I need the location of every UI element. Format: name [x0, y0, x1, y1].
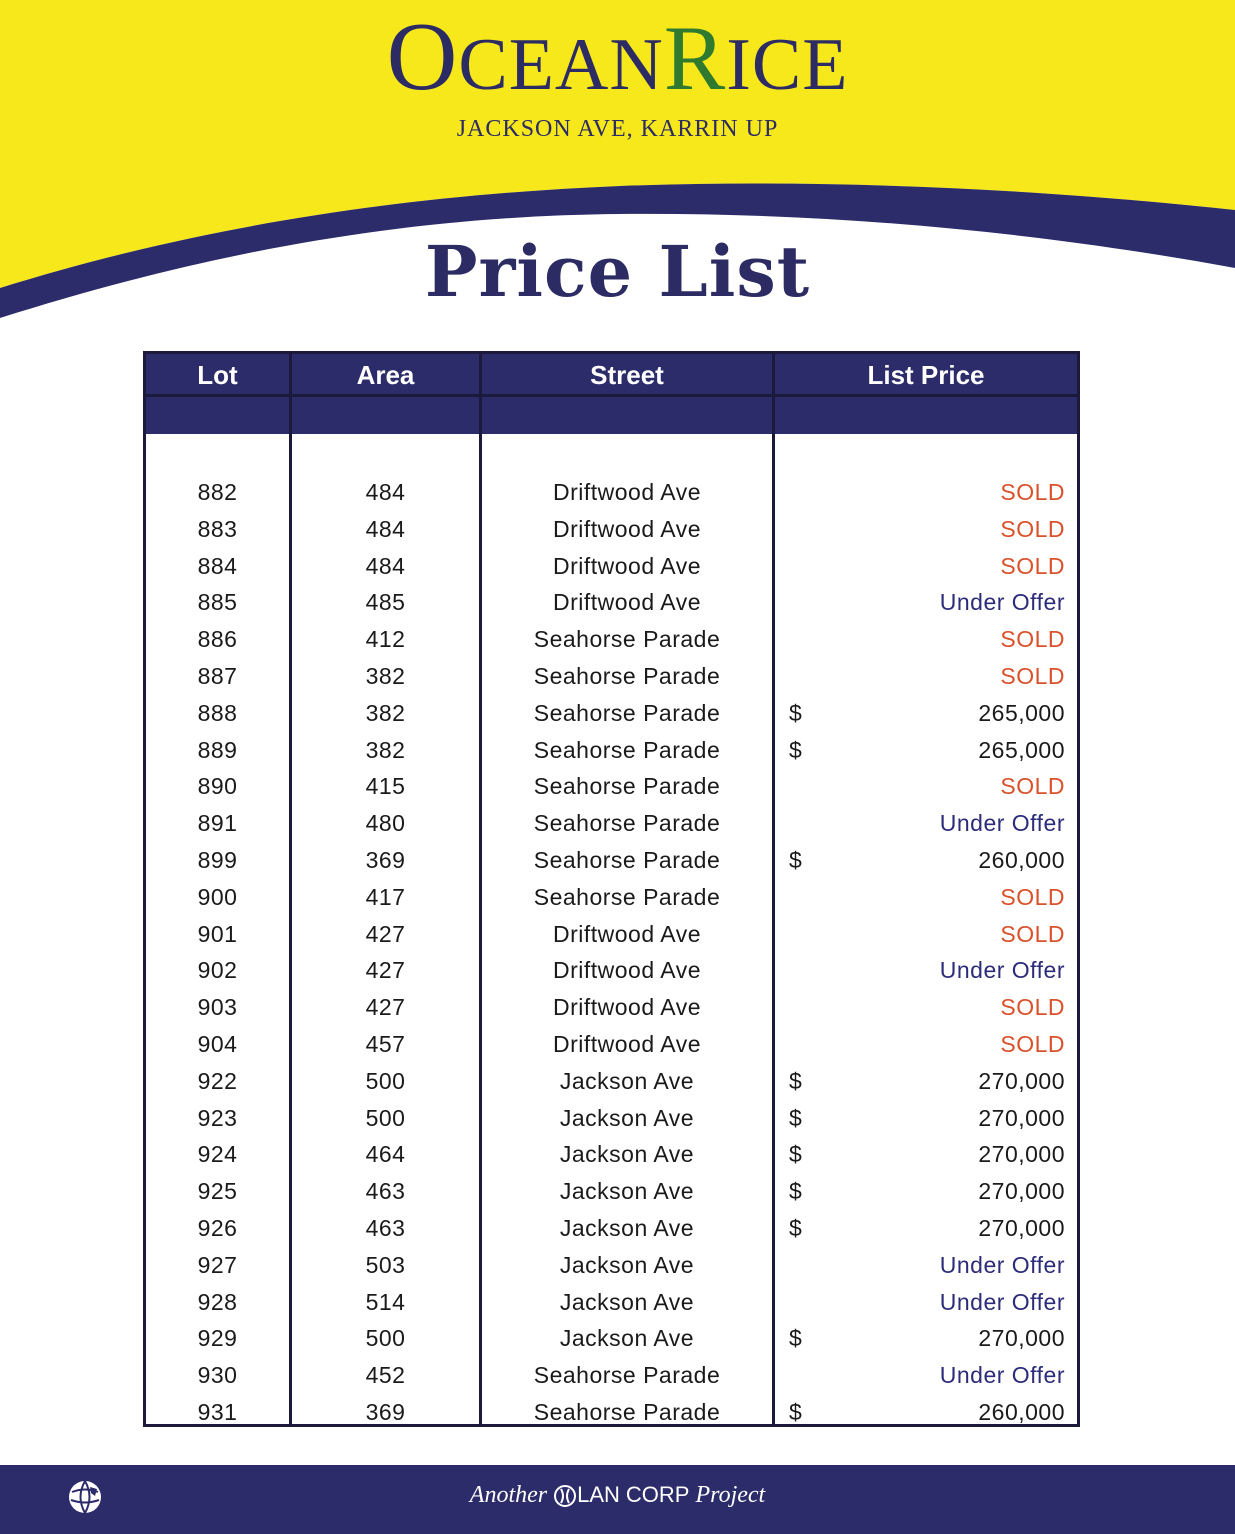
cell-status: SOLD: [1000, 1031, 1065, 1057]
cell-status: Under Offer: [939, 1288, 1065, 1315]
table-row: [146, 474, 1077, 510]
cell-lot: 902: [197, 957, 238, 984]
cell-status: SOLD: [1000, 994, 1065, 1021]
cell-currency: $: [789, 847, 803, 873]
cell-lot: 928: [197, 1288, 238, 1315]
cell-list-price: 265,000: [978, 699, 1065, 726]
cell-status: SOLD: [1000, 552, 1065, 579]
cell-lot: 923: [197, 1104, 238, 1131]
cell-area: 457: [365, 1031, 406, 1057]
cell-street: Seahorse Parade: [533, 847, 721, 873]
table-row: [146, 916, 1077, 952]
cell-street: Seahorse Parade: [533, 663, 721, 689]
cell-area: 427: [365, 994, 406, 1021]
cell-list-price: 265,000: [978, 736, 1065, 763]
cell-status: SOLD: [1000, 773, 1065, 800]
cell-status: Under Offer: [939, 810, 1065, 837]
footer-credit: [0, 1482, 1235, 1509]
table-row: [146, 989, 1077, 1025]
page-title: Price List: [424, 230, 811, 313]
cell-street: Jackson Ave: [559, 1104, 695, 1131]
cell-street: Seahorse Parade: [533, 810, 721, 837]
table-row: [146, 768, 1077, 804]
cell-lot: 890: [197, 773, 238, 800]
cell-lot: 930: [197, 1362, 238, 1389]
cell-list-price: 270,000: [978, 1104, 1065, 1131]
cell-currency: $: [789, 699, 803, 726]
table-row: [146, 1063, 1077, 1099]
cell-area: 427: [365, 957, 406, 984]
cell-status: Under Offer: [939, 957, 1065, 984]
table-row: [146, 584, 1077, 620]
cell-status: SOLD: [1000, 479, 1065, 505]
cell-area: 382: [365, 736, 406, 763]
header-street: Street: [590, 360, 664, 390]
footer-lan: LAN: [577, 1482, 620, 1507]
cell-lot: 888: [197, 699, 238, 726]
table-row: [146, 658, 1077, 694]
cell-currency: $: [789, 1141, 803, 1168]
table-row: [146, 1173, 1077, 1209]
cell-area: 415: [365, 773, 406, 800]
cell-status: SOLD: [1000, 920, 1065, 947]
cell-list-price: 270,000: [978, 1215, 1065, 1241]
cell-lot: 899: [197, 847, 238, 873]
cell-area: 500: [365, 1067, 406, 1094]
cell-list-price: 260,000: [978, 1399, 1065, 1425]
table-row: [146, 1026, 1077, 1062]
cell-lot: 931: [197, 1399, 238, 1425]
brand-name-part2: ICE: [726, 24, 849, 106]
brand-logo: [0, 3, 1235, 143]
table-row: [146, 1210, 1077, 1246]
table-row: [146, 1100, 1077, 1136]
cell-lot: 887: [197, 663, 238, 689]
cell-currency: $: [789, 1178, 803, 1205]
cell-status: SOLD: [1000, 663, 1065, 689]
cell-lot: 900: [197, 883, 238, 910]
cell-list-price: 270,000: [978, 1141, 1065, 1168]
table-row: [146, 548, 1077, 584]
cell-area: 463: [365, 1178, 406, 1205]
cell-currency: $: [789, 736, 803, 763]
cell-lot: 903: [197, 994, 238, 1021]
cell-list-price: 270,000: [978, 1325, 1065, 1352]
brand-address: JACKSON AVE, KARRIN UP: [456, 116, 779, 142]
cell-list-price: 260,000: [978, 847, 1065, 873]
cell-lot: 901: [197, 920, 238, 947]
header-lot: Lot: [197, 360, 238, 390]
cell-street: Driftwood Ave: [553, 589, 701, 616]
cell-street: Seahorse Parade: [533, 736, 721, 763]
cell-street: Driftwood Ave: [553, 1031, 701, 1057]
table-row: [146, 1136, 1077, 1172]
cell-street: Driftwood Ave: [553, 479, 701, 505]
cell-area: 382: [365, 663, 406, 689]
cell-list-price: 270,000: [978, 1067, 1065, 1094]
cell-currency: $: [789, 1104, 803, 1131]
cell-street: Seahorse Parade: [533, 773, 721, 800]
table-row: [146, 842, 1077, 878]
cell-area: 369: [365, 1399, 406, 1425]
cell-street: Seahorse Parade: [533, 883, 721, 910]
header-list-price: List Price: [867, 360, 985, 390]
footer-prefix: Another: [469, 1482, 548, 1508]
cell-street: Jackson Ave: [559, 1251, 695, 1278]
cell-street: Jackson Ave: [559, 1141, 695, 1168]
table-row: [146, 1284, 1077, 1320]
cell-street: Driftwood Ave: [553, 994, 701, 1021]
cell-lot: 889: [197, 736, 238, 763]
cell-status: Under Offer: [939, 1362, 1065, 1389]
cell-lot: 885: [197, 589, 238, 616]
table-row: [146, 952, 1077, 988]
table-row: [146, 1357, 1077, 1393]
cell-street: Driftwood Ave: [553, 920, 701, 947]
cell-area: 427: [365, 920, 406, 947]
table-row: [146, 805, 1077, 841]
cell-lot: 926: [197, 1215, 238, 1241]
cell-area: 500: [365, 1104, 406, 1131]
cell-street: Seahorse Parade: [533, 699, 721, 726]
cell-lot: 927: [197, 1251, 238, 1278]
cell-status: SOLD: [1000, 515, 1065, 542]
table-subheader-band: [146, 397, 1077, 434]
cell-lot: 904: [197, 1031, 238, 1057]
cell-lot: 922: [197, 1067, 238, 1094]
cell-currency: $: [789, 1399, 803, 1425]
cell-status: SOLD: [1000, 883, 1065, 910]
footer-corp: CORP: [625, 1482, 690, 1507]
cell-area: 369: [365, 847, 406, 873]
cell-area: 514: [365, 1288, 406, 1315]
table-row: [146, 1247, 1077, 1283]
cell-area: 417: [365, 883, 406, 910]
table-row: [146, 695, 1077, 731]
cell-street: Jackson Ave: [559, 1178, 695, 1205]
cell-street: Seahorse Parade: [533, 1362, 721, 1389]
cell-area: 484: [365, 515, 406, 542]
cell-lot: 884: [197, 552, 238, 579]
table-row: [146, 511, 1077, 547]
cell-street: Driftwood Ave: [553, 515, 701, 542]
cell-area: 464: [365, 1141, 406, 1168]
cell-currency: $: [789, 1325, 803, 1352]
cell-area: 382: [365, 699, 406, 726]
cell-street: Seahorse Parade: [533, 626, 721, 653]
cell-lot: 891: [197, 810, 238, 837]
lan-corp-logo-icon: [553, 1484, 577, 1508]
cell-area: 480: [365, 810, 406, 837]
cell-list-price: 270,000: [978, 1178, 1065, 1205]
cell-street: Jackson Ave: [559, 1215, 695, 1241]
cell-area: 463: [365, 1215, 406, 1241]
cell-street: Jackson Ave: [559, 1325, 695, 1352]
footer-bar: [0, 1465, 1235, 1534]
table-row: [146, 879, 1077, 915]
cell-lot: 883: [197, 515, 238, 542]
cell-street: Jackson Ave: [559, 1067, 695, 1094]
cell-lot: 882: [197, 479, 238, 505]
brand-name-o: O: [386, 3, 459, 111]
table-row: [146, 1320, 1077, 1356]
cell-lot: 924: [197, 1141, 238, 1168]
cell-area: 484: [365, 479, 406, 505]
table-row: [146, 621, 1077, 657]
cell-status: SOLD: [1000, 626, 1065, 653]
cell-currency: $: [789, 1067, 803, 1094]
cell-area: 500: [365, 1325, 406, 1352]
cell-lot: 925: [197, 1178, 238, 1205]
brand-name-r: R: [663, 7, 727, 109]
cell-street: Jackson Ave: [559, 1288, 695, 1315]
cell-status: Under Offer: [939, 1251, 1065, 1278]
cell-area: 412: [365, 626, 406, 653]
cell-street: Seahorse Parade: [533, 1399, 721, 1425]
table-row: [146, 732, 1077, 768]
footer-suffix: Project: [695, 1482, 766, 1508]
cell-lot: 886: [197, 626, 238, 653]
cell-area: 485: [365, 589, 406, 616]
cell-area: 484: [365, 552, 406, 579]
price-table: [143, 351, 1080, 1427]
header-area: Area: [356, 360, 415, 390]
brand-name-part1: CEAN: [458, 24, 664, 106]
cell-area: 452: [365, 1362, 406, 1389]
table-row: [146, 1394, 1077, 1430]
globe-icon: [66, 1478, 104, 1516]
brand-name: [386, 3, 849, 111]
cell-status: Under Offer: [939, 589, 1065, 616]
cell-street: Driftwood Ave: [553, 552, 701, 579]
cell-currency: $: [789, 1215, 803, 1241]
cell-street: Driftwood Ave: [553, 957, 701, 984]
cell-area: 503: [365, 1251, 406, 1278]
cell-lot: 929: [197, 1325, 238, 1352]
